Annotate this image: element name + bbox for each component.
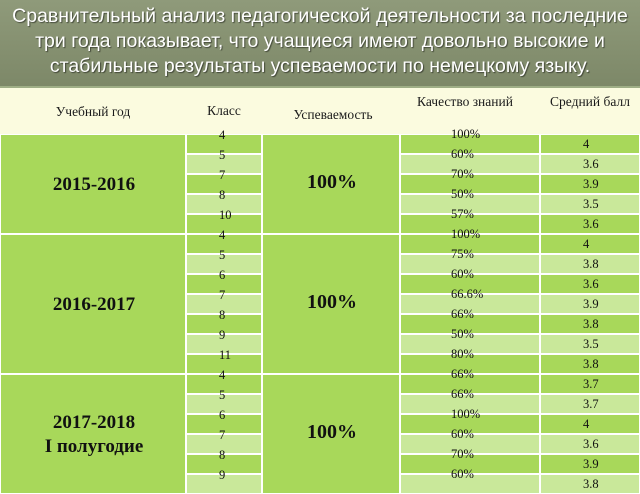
quality-value: 100% — [451, 127, 481, 141]
average-value: 3.9 — [583, 177, 599, 191]
quality-value: 66% — [451, 307, 474, 321]
header-class: Класс — [207, 103, 241, 118]
average-cell — [540, 294, 640, 314]
header-quality: Качество знаний — [417, 94, 513, 109]
header-average: Средний балл — [550, 94, 630, 109]
performance-value: 100% — [307, 291, 357, 313]
average-value: 4 — [583, 237, 590, 251]
quality-value: 70% — [451, 447, 474, 461]
average-value: 3.7 — [583, 377, 599, 391]
average-value: 3.9 — [583, 297, 599, 311]
year-cell — [0, 374, 186, 494]
performance-cell — [262, 374, 400, 494]
class-value: 4 — [219, 368, 226, 382]
average-cell — [540, 434, 640, 454]
quality-cell — [400, 467, 540, 494]
average-value: 3.6 — [583, 217, 599, 231]
performance-value: 100% — [307, 171, 357, 193]
average-cell — [540, 234, 640, 254]
average-cell — [540, 174, 640, 194]
quality-value: 60% — [451, 267, 474, 281]
class-value: 4 — [219, 128, 226, 142]
average-cell — [540, 194, 640, 214]
average-value: 3.8 — [583, 357, 599, 371]
class-value: 5 — [219, 388, 226, 402]
average-value: 3.8 — [583, 477, 599, 491]
class-value: 10 — [219, 208, 232, 222]
header-year: Учебный год — [55, 104, 131, 119]
average-cell — [540, 254, 640, 274]
average-value: 3.5 — [583, 197, 599, 211]
class-value: 4 — [219, 228, 226, 242]
quality-value: 66% — [451, 387, 474, 401]
quality-value: 75% — [451, 247, 474, 261]
quality-value: 100% — [451, 227, 481, 241]
average-value: 3.6 — [583, 277, 599, 291]
class-value: 11 — [219, 348, 232, 362]
year-cell — [0, 134, 186, 234]
class-value: 9 — [219, 468, 226, 482]
average-cell — [540, 474, 640, 494]
class-value: 7 — [219, 168, 226, 182]
class-value: 8 — [219, 188, 226, 202]
year-label: 2015-2016 — [52, 174, 136, 195]
class-value: 5 — [219, 148, 226, 162]
class-value: 9 — [219, 328, 226, 342]
year-label: 2016-2017 — [52, 294, 136, 315]
average-value: 3.6 — [583, 157, 599, 171]
year-sublabel: I полугодие — [44, 436, 144, 457]
quality-value: 60% — [451, 147, 474, 161]
average-value: 3.8 — [583, 317, 599, 331]
class-value: 7 — [219, 428, 226, 442]
average-cell — [540, 394, 640, 414]
average-value: 4 — [583, 417, 590, 431]
class-value: 8 — [219, 448, 226, 462]
class-value: 7 — [219, 288, 226, 302]
quality-value: 80% — [451, 347, 474, 361]
performance-value: 100% — [307, 421, 357, 443]
class-value: 5 — [219, 248, 226, 262]
average-cell — [540, 154, 640, 174]
quality-value: 70% — [451, 167, 474, 181]
title-banner — [0, 0, 640, 88]
average-cell — [540, 334, 640, 354]
class-value: 6 — [219, 268, 226, 282]
banner-text: Сравнительный анализ педагогической деятельности за последние три года показывает, что учащиеся имеют довольно высокие и стабильные результаты успеваемости по немецкому языку. — [12, 5, 628, 77]
quality-value: 100% — [451, 407, 481, 421]
average-cell — [540, 374, 640, 394]
average-cell — [540, 134, 640, 154]
average-value: 3.6 — [583, 437, 599, 451]
quality-value: 57% — [451, 207, 474, 221]
quality-value: 66.6% — [451, 287, 484, 301]
class-value: 8 — [219, 308, 226, 322]
header-performance: Успеваемость — [293, 107, 373, 122]
quality-value: 66% — [451, 367, 474, 381]
average-cell — [540, 454, 640, 474]
average-value: 3.9 — [583, 457, 599, 471]
average-value: 3.8 — [583, 257, 599, 271]
class-value: 6 — [219, 408, 226, 422]
performance-cell — [262, 134, 400, 234]
average-value: 3.7 — [583, 397, 599, 411]
results-table — [0, 88, 640, 491]
average-value: 4 — [583, 137, 590, 151]
quality-value: 50% — [451, 327, 474, 341]
average-cell — [540, 414, 640, 434]
average-cell — [540, 314, 640, 334]
class-cell — [186, 468, 262, 494]
year-cell — [0, 234, 186, 374]
average-cell — [540, 354, 640, 374]
quality-value: 60% — [451, 427, 474, 441]
average-value: 3.5 — [583, 337, 599, 351]
year-label: 2017-2018 — [52, 412, 136, 433]
average-cell — [540, 274, 640, 294]
performance-cell — [262, 234, 400, 374]
average-cell — [540, 214, 640, 234]
header-row — [0, 88, 640, 132]
quality-value: 50% — [451, 187, 474, 201]
quality-value: 60% — [451, 467, 474, 481]
